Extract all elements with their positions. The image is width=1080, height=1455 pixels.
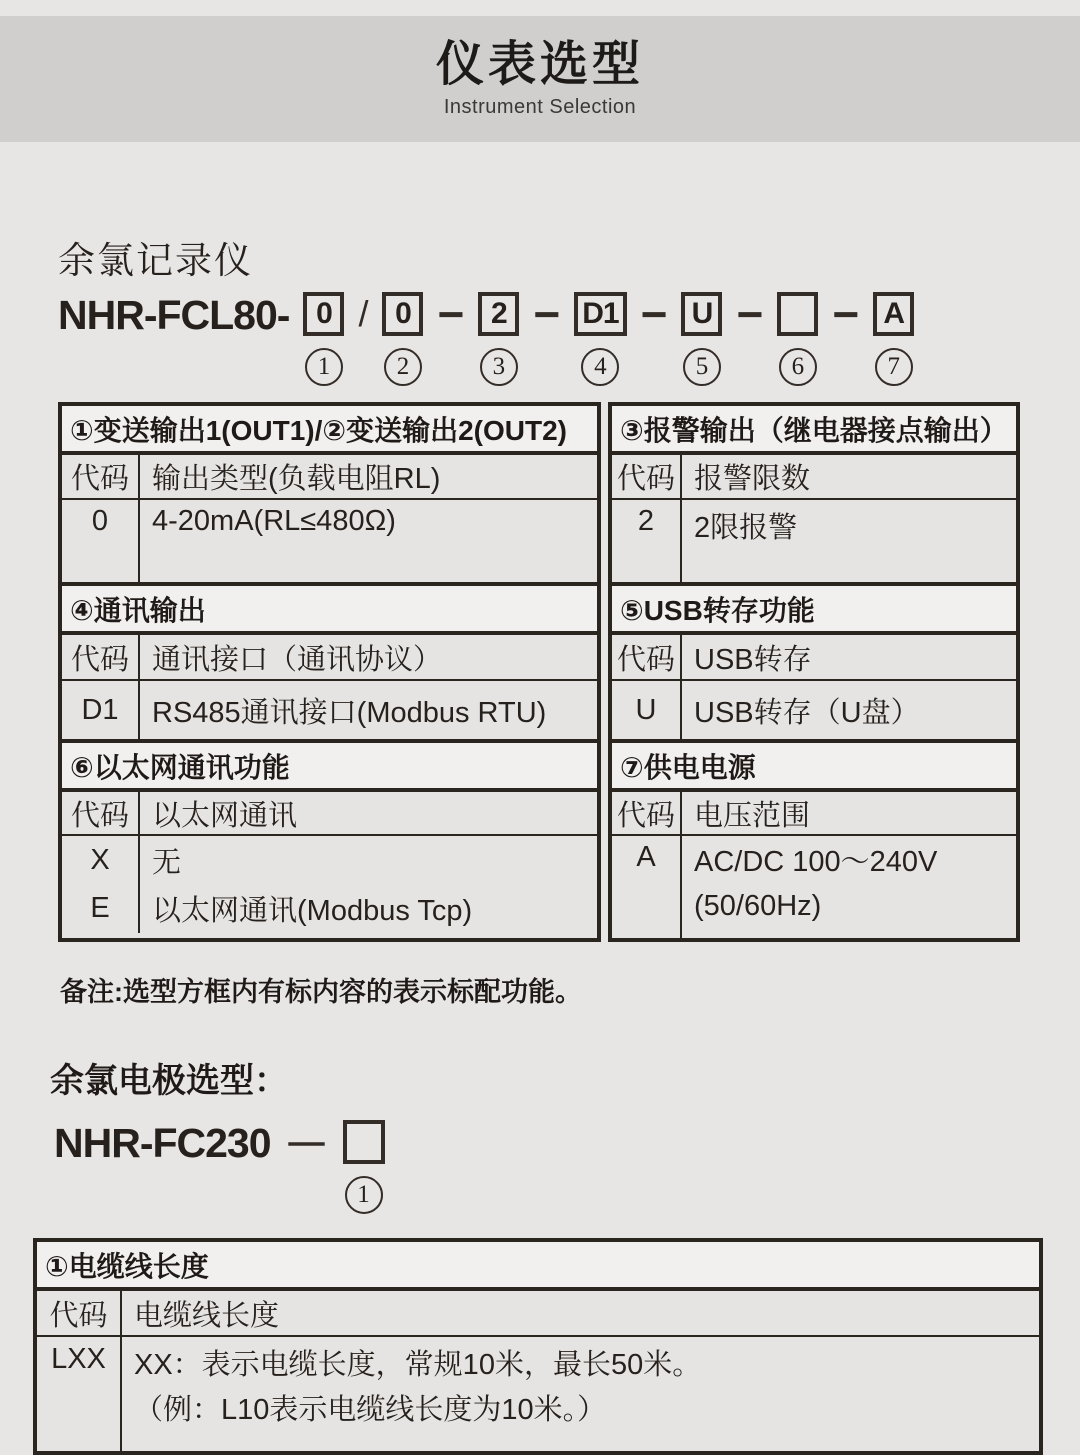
recorder-heading: 余氯记录仪 [58,240,253,281]
desc-cell [682,836,1016,938]
electrode-model-line [54,1120,1080,1214]
table-row [37,1335,1039,1451]
table-header-row [62,455,597,498]
desc-cell: 2限报警 [694,512,798,544]
desc-cell: 无 [152,846,182,879]
model-separator-dash: − [736,288,764,340]
electrode-circled-index-1: 1 [345,1176,383,1214]
section-comm-output [62,582,597,739]
top-strip [0,0,1080,16]
model-separator-dash: − [640,288,668,340]
cable-table-title: ①电缆线长度 [37,1242,1039,1291]
circled-index-5: 5 [683,348,721,386]
desc-cell: RS485通讯接口(Modbus RTU) [152,696,547,729]
table-row [612,834,1016,938]
circled-index-7: 7 [875,348,913,386]
cable-desc-line1: XX：表示电缆长度，常规10米，最长50米。 [134,1349,702,1381]
desc-cell: USB转存（U盘） [694,696,920,729]
desc-header-cell: USB转存 [694,643,812,676]
spec-column-right [608,402,1020,942]
section-title: ①变送输出1(OUT1)/②变送输出2(OUT2) [62,406,597,455]
power-range-line1: AC/DC 100～240V [694,846,938,878]
section-ethernet [62,739,597,933]
section-power [612,739,1016,938]
circled-index-1: 1 [305,348,343,386]
title-band [0,16,1080,142]
page-title: 仪表选型 [435,38,644,92]
code-cell: X [62,836,140,884]
model-separator-dash: − [832,288,860,340]
table-row [62,834,597,884]
code-cell: A [612,836,682,938]
code-cell: LXX [37,1337,122,1451]
electrode-heading: 余氯电极选型： [50,1062,288,1100]
code-cell: 2 [612,500,682,582]
content [0,230,1080,1455]
table-header-row [37,1291,1039,1335]
spec-column-left [58,402,601,942]
recorder-model-line [58,288,1080,386]
electrode-box-empty [343,1120,385,1164]
table-row [62,884,597,933]
section-title: ⑤USB转存功能 [612,586,1016,635]
circled-index-4: 4 [581,348,619,386]
model-segment-5 [681,292,722,386]
desc-cell: 以太网通讯(Modbus Tcp) [152,895,473,927]
table-header-row [62,792,597,834]
cable-length-table [33,1238,1043,1455]
desc-cell: 4-20mA(RL≤480Ω) [152,505,396,537]
table-header-row [62,635,597,679]
desc-header-cell: 输出类型(负载电阻RL) [152,463,441,495]
spec-table [58,402,1080,942]
table-row [612,498,1016,582]
cable-desc-line2: （例：L10表示电缆线长度为10米。） [134,1393,607,1426]
desc-cell [122,1337,1039,1451]
table-row [62,679,597,739]
model-box-7: A [873,292,914,336]
section-transmit-output [62,406,597,582]
desc-header-cell: 电压范围 [694,799,811,832]
table-header-row [612,635,1016,679]
table-row [612,679,1016,739]
circled-index-6: 6 [779,348,817,386]
section-alarm-output [612,406,1016,582]
code-cell: E [62,884,140,933]
electrode-separator-dash: － [283,1119,330,1171]
model-box-1: 0 [303,292,344,336]
model-box-6-empty [777,292,818,336]
recorder-model-prefix: NHR-FCL80- [58,291,290,338]
section-title: ⑦供电电源 [612,743,1016,792]
section-title: ③报警输出（继电器接点输出） [612,406,1016,455]
code-cell: 0 [62,500,140,582]
model-separator-dash: − [533,288,561,340]
code-header-cell: 代码 [62,635,140,679]
table-header-row [612,455,1016,498]
code-header-cell: 代码 [62,792,140,834]
desc-header-cell: 电缆线长度 [134,1299,280,1332]
model-separator-dash: − [437,288,465,340]
model-segment-7 [873,292,914,386]
code-header-cell: 代码 [612,455,682,498]
circled-index-3: 3 [480,348,518,386]
electrode-segment-1 [343,1120,385,1214]
code-cell: D1 [62,681,140,739]
desc-header-cell: 以太网通讯 [152,799,298,832]
electrode-model-prefix: NHR-FC230 [54,1119,271,1166]
model-segment-2 [382,292,423,386]
page-subtitle: Instrument Selection [443,95,637,118]
section-title: ⑥以太网通讯功能 [62,743,597,792]
desc-header-cell: 报警限数 [694,463,811,495]
code-header-cell: 代码 [612,792,682,834]
model-segment-1 [303,292,344,386]
circled-index-2: 2 [384,348,422,386]
model-box-4: D1 [574,292,626,336]
code-cell: U [612,681,682,739]
code-header-cell: 代码 [612,635,682,679]
table-row [62,498,597,582]
table-header-row [612,792,1016,834]
desc-header-cell: 通讯接口（通讯协议） [152,643,443,676]
model-box-3: 2 [478,292,519,336]
model-segment-3 [478,292,519,386]
power-range-line2: (50/60Hz) [694,889,822,922]
model-segment-4 [574,292,626,386]
section-title: ④通讯输出 [62,586,597,635]
section-usb [612,582,1016,739]
note-text: 备注:选型方框内有标内容的表示标配功能。 [60,977,582,1007]
code-header-cell: 代码 [37,1291,122,1335]
code-header-cell: 代码 [62,455,140,498]
model-box-2: 0 [382,292,423,336]
model-separator-slash: / [358,293,369,334]
model-segment-6 [777,292,818,386]
model-box-5: U [681,292,722,336]
